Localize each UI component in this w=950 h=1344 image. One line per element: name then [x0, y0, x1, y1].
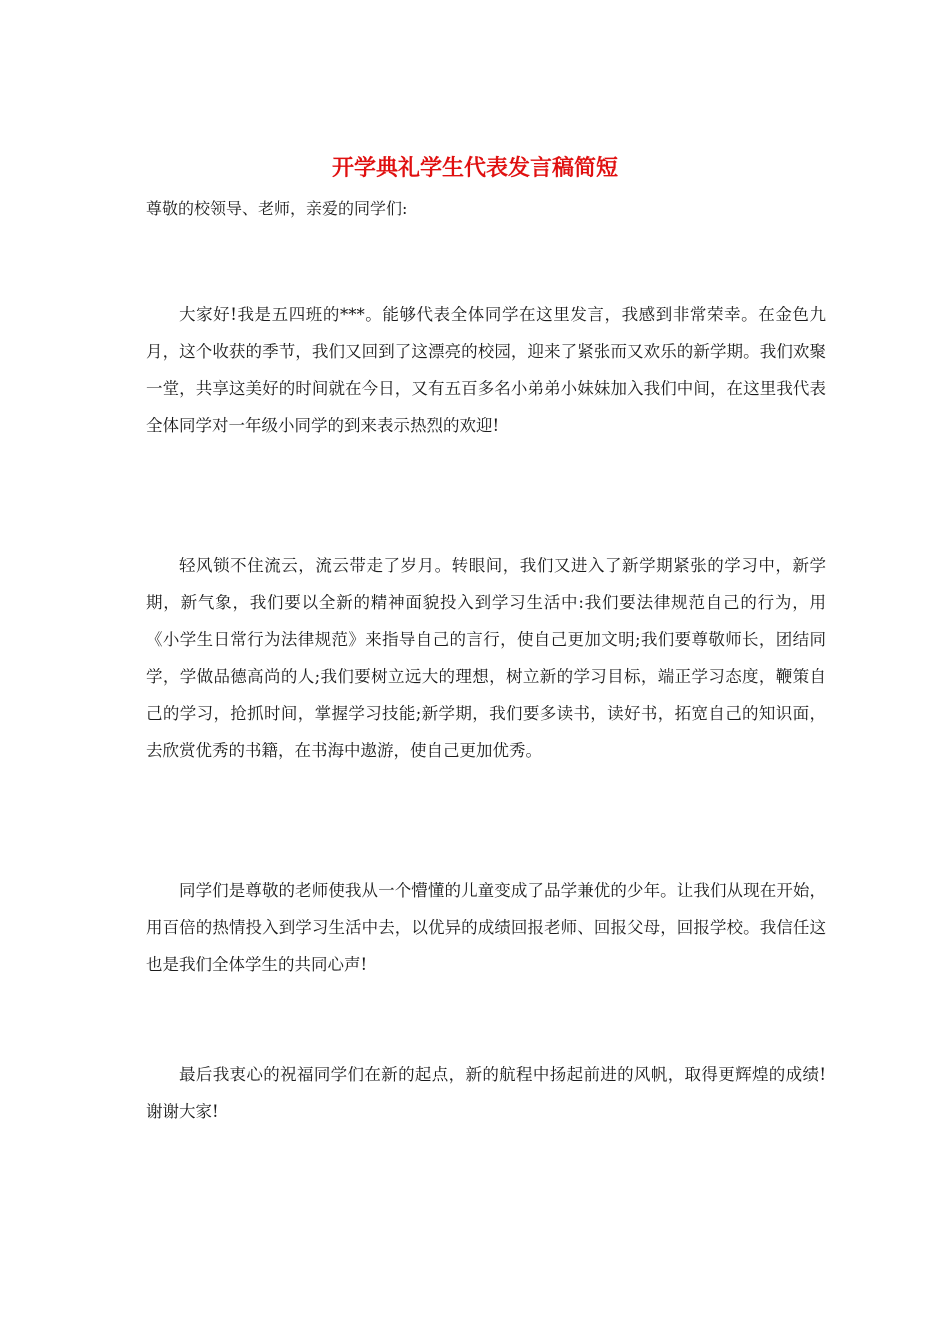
salutation: 尊敬的校领导、老师，亲爱的同学们:	[146, 199, 408, 218]
document-title: 开学典礼学生代表发言稿简短	[331, 155, 618, 181]
paragraph-2: 轻风锁不住流云，流云带走了岁月。转眼间，我们又进入了新学期紧张的学习中，新学期，新气象，我们要以全新的精神面貌投入到学习生活中:我们要法律规范自己的行为，用《小学生日常行为法律规范》来指导自己的言行，使自己更加文明;我们要尊敬师长，团结同学，学做品德高尚的人;我们要树立远大的理想，树立新的学习目标，端正学习态度，鞭策自己的学习，抢抓时间，掌握学习技能;新学期，我们要多读书，读好书，拓宽自己的知识面，去欣赏优秀的书籍，在书海中遨游，使自己更加优秀。	[146, 556, 826, 760]
paragraph-4: 最后我衷心的祝福同学们在新的起点，新的航程中扬起前进的风帆，取得更辉煌的成绩!谢谢大家!	[146, 1065, 826, 1121]
paragraph-3: 同学们是尊敬的老师使我从一个懵懂的儿童变成了品学兼优的少年。让我们从现在开始，用百倍的热情投入到学习生活中去，以优异的成绩回报老师、回报父母，回报学校。我信任这也是我们全体学生的共同心声!	[146, 881, 826, 974]
paragraph-1: 大家好!我是五四班的***。能够代表全体同学在这里发言，我感到非常荣幸。在金色九月，这个收获的季节，我们又回到了这漂亮的校园，迎来了紧张而又欢乐的新学期。我们欢聚一堂，共享这美好的时间就在今日，又有五百多名小弟弟小妹妹加入我们中间，在这里我代表全体同学对一年级小同学的到来表示热烈的欢迎!	[146, 305, 826, 435]
